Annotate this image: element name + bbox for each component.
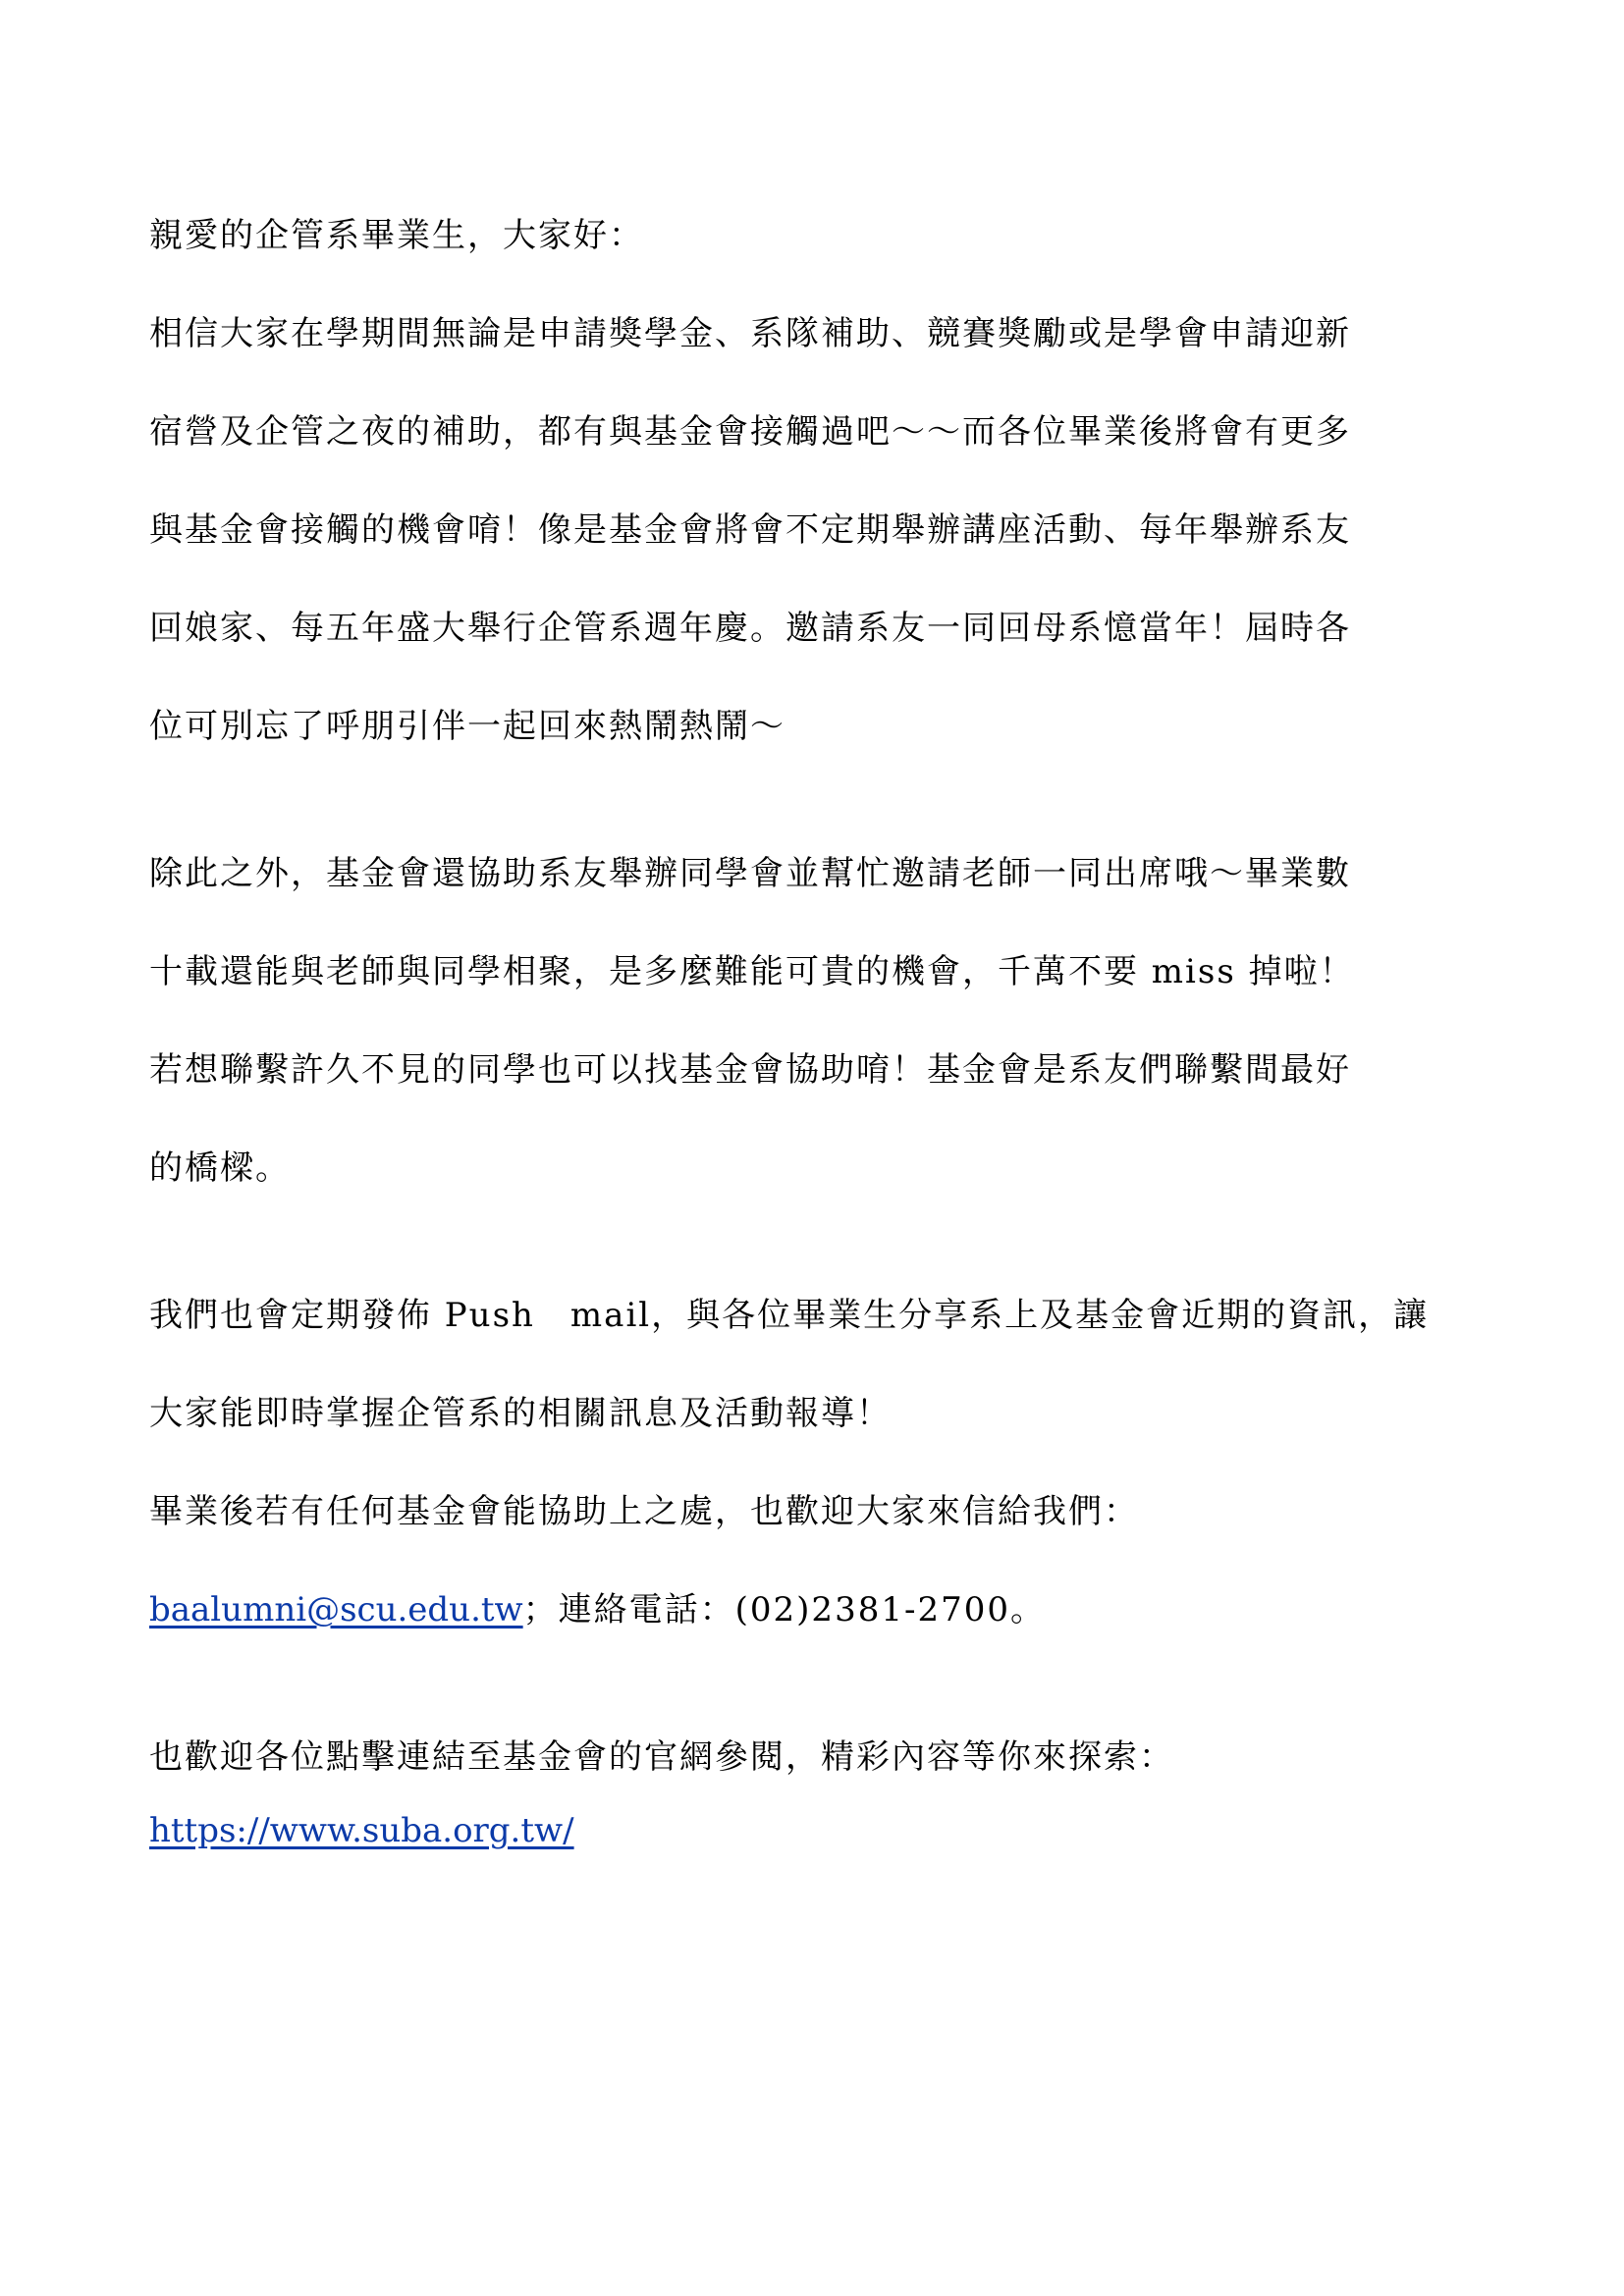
contact-line [149,1585,1046,1634]
paragraph-2-line-2: 十載還能與老師與同學相聚，是多麼難能可貴的機會，千萬不要 miss 掉啦！ [149,952,1355,991]
paragraph-3-line-1: 我們也會定期發佈 Push mail，與各位畢業生分享系上及基金會近期的資訊，讓 [149,1296,1430,1335]
website-link[interactable]: https://www.suba.org.tw/ [149,1811,574,1850]
paragraph-3-line-3: 畢業後若有任何基金會能協助上之處，也歡迎大家來信給我們： [149,1492,1139,1531]
paragraph-2-line-4: 的橋樑。 [149,1148,291,1188]
paragraph-1-line-2: 宿營及企管之夜的補助，都有與基金會接觸過吧～～而各位畢業後將會有更多 [149,412,1351,452]
paragraph-1-line-3: 與基金會接觸的機會唷！像是基金會將會不定期舉辦講座活動、每年舉辦系友 [149,510,1351,550]
greeting: 親愛的企管系畢業生，大家好： [149,216,644,255]
paragraph-1-line-1: 相信大家在學期間無論是申請獎學金、系隊補助、競賽獎勵或是學會申請迎新 [149,314,1351,353]
email-link[interactable]: baalumni@scu.edu.tw [149,1590,523,1629]
website-line [149,1806,574,1855]
paragraph-2-line-1: 除此之外，基金會還協助系友舉辦同學會並幫忙邀請老師一同出席哦～畢業數 [149,854,1351,893]
phone-text: ；連絡電話：(02)2381-2700。 [522,1590,1046,1629]
paragraph-2-line-3: 若想聯繫許久不見的同學也可以找基金會協助唷！基金會是系友們聯繫間最好 [149,1050,1351,1090]
paragraph-1-line-5: 位可別忘了呼朋引伴一起回來熱鬧熱鬧～ [149,707,785,746]
paragraph-3-line-2: 大家能即時掌握企管系的相關訊息及活動報導！ [149,1394,892,1433]
paragraph-1-line-4: 回娘家、每五年盛大舉行企管系週年慶。邀請系友一同回母系憶當年！屆時各 [149,609,1351,648]
website-intro: 也歡迎各位點擊連結至基金會的官網參閱，精彩內容等你來探索： [149,1737,1174,1777]
